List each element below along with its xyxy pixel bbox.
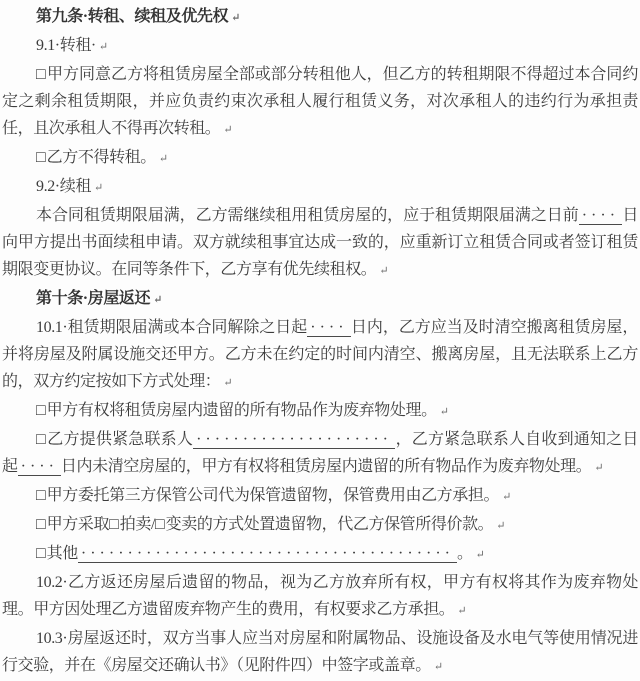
checkbox-icon[interactable]: □ [36, 66, 47, 83]
text-run: 10.1·租赁期限届满或本合同解除之日起 [36, 319, 308, 336]
paragraph-mark-icon: ↵ [502, 491, 512, 503]
text-run: 甲方采取 [46, 516, 110, 533]
option-other [2, 540, 638, 569]
text-run: 10.3·房屋返还时，双方当事人应当对房屋和附属物品、设施设备及水电气等使用情况进行交验，并在《房屋交还确认书》（见附件四）中签字或盖章。 [2, 630, 638, 674]
blank-field[interactable]: ········································ [78, 545, 457, 563]
text-run: 其他 [46, 545, 78, 562]
checkbox-icon[interactable]: □ [36, 402, 46, 419]
paragraph-mark-icon: ↵ [475, 549, 485, 561]
text-run: 日内未清空房屋的，甲方有权将租赁房屋内遗留的所有物品作为废弃物处理。 [60, 458, 592, 475]
checkbox-icon[interactable]: □ [36, 149, 46, 166]
paragraph-mark-icon: ↵ [231, 12, 241, 24]
option-discard-items [2, 397, 638, 426]
option-emergency-contact [2, 426, 638, 482]
text-run: 。 [457, 545, 473, 562]
text-run: ，乙方紧急联系人自收到通知之日起 [2, 431, 638, 475]
subclause-10-3-paragraph [2, 625, 638, 681]
renewal-paragraph [2, 202, 638, 285]
text-run: 甲方同意乙方将租赁房屋全部或部分转租他人，但乙方的转租期限不得超过本合同约定之剩余租赁期限，并应负责约束次承租人履行租赁义务，对次承租人的违约行为承担责任，且次承租人不得再次转租。 [2, 66, 638, 137]
option-sublet-allowed [2, 61, 638, 144]
clause-9-heading [2, 3, 638, 32]
checkbox-icon[interactable]: □ [36, 545, 46, 562]
text-run: 乙方不得转租。 [46, 149, 156, 166]
blank-field[interactable]: ···· [307, 319, 350, 337]
text-run: 本合同租赁期限届满，乙方需继续租用租赁房屋的，应于租赁期限届满之日前 [36, 207, 579, 224]
option-third-party-storage [2, 482, 638, 511]
text-run: 10.2·乙方返还房屋后遗留的物品，视为乙方放弃所有权，甲方有权将其作为废弃物处理。甲方因处理乙方遗留废弃物产生的费用，有权要求乙方承担。 [2, 574, 638, 618]
text-run: 9.2·续租 [36, 178, 91, 195]
text-run: 变卖的方式处置遗留物，代乙方保管所得价款。 [165, 516, 494, 533]
subclause-10-2-paragraph [2, 569, 638, 625]
text-run: 甲方有权将租赁房屋内遗留的所有物品作为废弃物处理。 [46, 402, 437, 419]
text-run: 9.1·转租· [36, 37, 96, 54]
paragraph-mark-icon: ↵ [223, 377, 233, 389]
subclause-9-1-heading [2, 32, 638, 61]
paragraph-mark-icon: ↵ [223, 124, 233, 136]
text-run: 第十条·房屋返还 [36, 290, 151, 307]
checkbox-icon[interactable]: □ [155, 516, 165, 533]
text-run: 日内，乙方应当及时清空搬离租赁房屋，并将房屋及附属设施交还甲方。乙方未在约定的时间内清空、搬离房屋，且无法联系上乙方的，双方约定按如下方式处理： [2, 319, 638, 390]
paragraph-mark-icon: ↵ [496, 520, 506, 532]
option-auction-or-sale [2, 511, 638, 540]
option-sublet-forbidden [2, 144, 638, 173]
blank-field[interactable]: ···· [579, 207, 622, 225]
paragraph-mark-icon: ↵ [153, 294, 163, 306]
checkbox-icon[interactable]: □ [36, 516, 46, 533]
text-run: 甲方委托第三方保管公司代为保管遗留物，保管费用由乙方承担。 [46, 487, 500, 504]
subclause-10-1-paragraph [2, 314, 638, 397]
paragraph-mark-icon: ↵ [158, 153, 169, 165]
paragraph-mark-icon: ↵ [433, 661, 444, 673]
checkbox-icon[interactable]: □ [36, 487, 46, 504]
blank-field[interactable]: ···· [18, 458, 61, 476]
text-run: 第九条·转租、续租及优先权 [36, 8, 229, 25]
paragraph-mark-icon: ↵ [457, 605, 467, 617]
paragraph-mark-icon: ↵ [594, 462, 604, 474]
subclause-9-2-heading [2, 173, 638, 202]
paragraph-mark-icon: ↵ [439, 406, 449, 418]
text-run: 拍卖/ [119, 516, 155, 533]
clause-10-heading [2, 285, 638, 314]
paragraph-mark-icon: ↵ [98, 41, 109, 53]
text-run: 日向甲方提出书面续租申请。双方就续租事宜达成一致的，应重新订立租赁合同或者签订租赁期限变更协议。在同等条件下，乙方享有优先续租权。 [2, 207, 638, 278]
checkbox-icon[interactable]: □ [109, 516, 119, 533]
blank-field[interactable]: ····················· [193, 431, 395, 449]
paragraph-mark-icon: ↵ [93, 182, 104, 194]
paragraph-mark-icon: ↵ [379, 265, 389, 277]
text-run: 乙方提供紧急联系人 [47, 431, 194, 448]
checkbox-icon[interactable]: □ [36, 431, 47, 448]
